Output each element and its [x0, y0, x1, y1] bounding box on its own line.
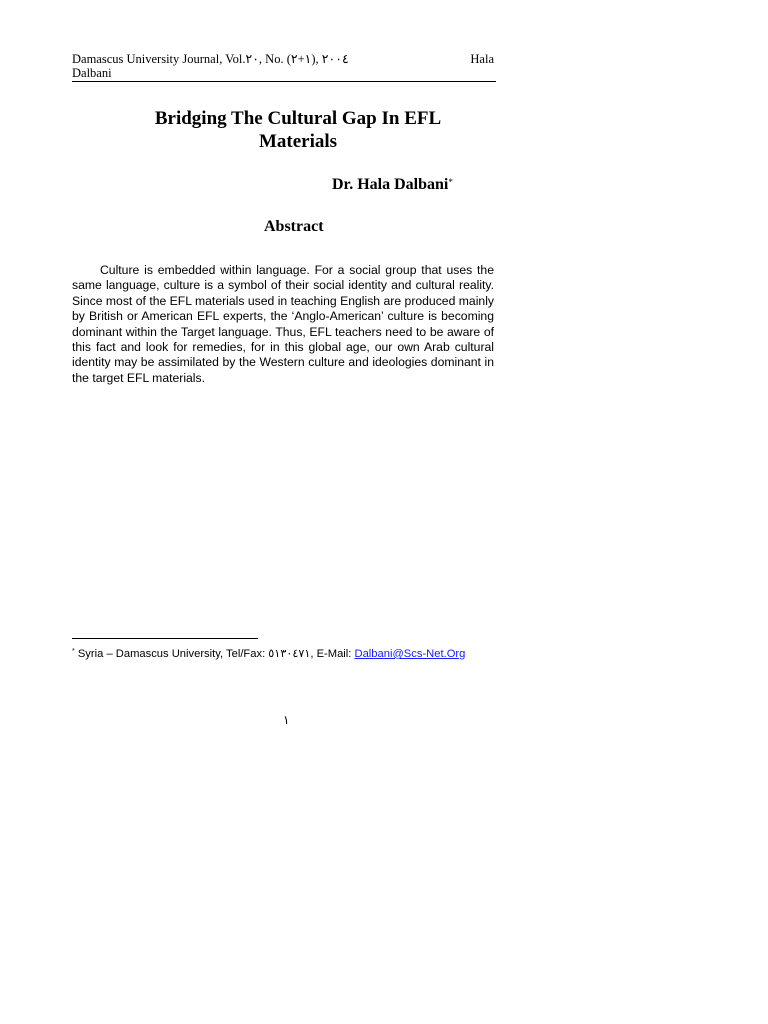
header-author-lastname: Dalbani — [72, 66, 112, 80]
page-number: ١ — [283, 713, 290, 727]
footnote-marker: * — [72, 648, 75, 655]
paper-title — [72, 107, 524, 153]
journal-citation: Damascus University Journal, Vol.٢٠, No. (١+٢), ٢٠٠٤ — [72, 52, 349, 66]
header-author-firstname: Hala — [470, 52, 494, 66]
author-footnote-marker: * — [448, 177, 453, 187]
footnote-rule — [72, 638, 258, 639]
email-link[interactable]: Dalbani@Scs-Net.Org — [354, 648, 466, 660]
abstract-text: Culture is embedded within language. For a social group that uses the same language, culture is a symbol of their social identity and cultural reality. Since most of the EFL materials used in teaching English are produced mainly by British or American EFL experts, the ‘Anglo-American’ culture is becoming dominant within the Target language. Thus, EFL teachers need to be aware of this fact and look for remedies, for in this global age, our own Arab cultural identity may be assimilated by the Western culture and ideologies dominant in the target EFL materials. — [72, 263, 494, 385]
author-name: Dr. Hala Dalbani — [332, 176, 449, 193]
author-line — [332, 175, 453, 195]
running-header — [72, 52, 494, 80]
title-line-1: Bridging The Cultural Gap In EFL — [154, 108, 442, 129]
header-rule — [72, 81, 496, 82]
abstract-heading: Abstract — [264, 218, 324, 235]
footnote — [72, 647, 512, 661]
title-line-2: Materials — [258, 131, 338, 152]
footnote-text: Syria – Damascus University, Tel/Fax: ٥١٣٠٤٧١, E-Mail: — [77, 648, 355, 660]
